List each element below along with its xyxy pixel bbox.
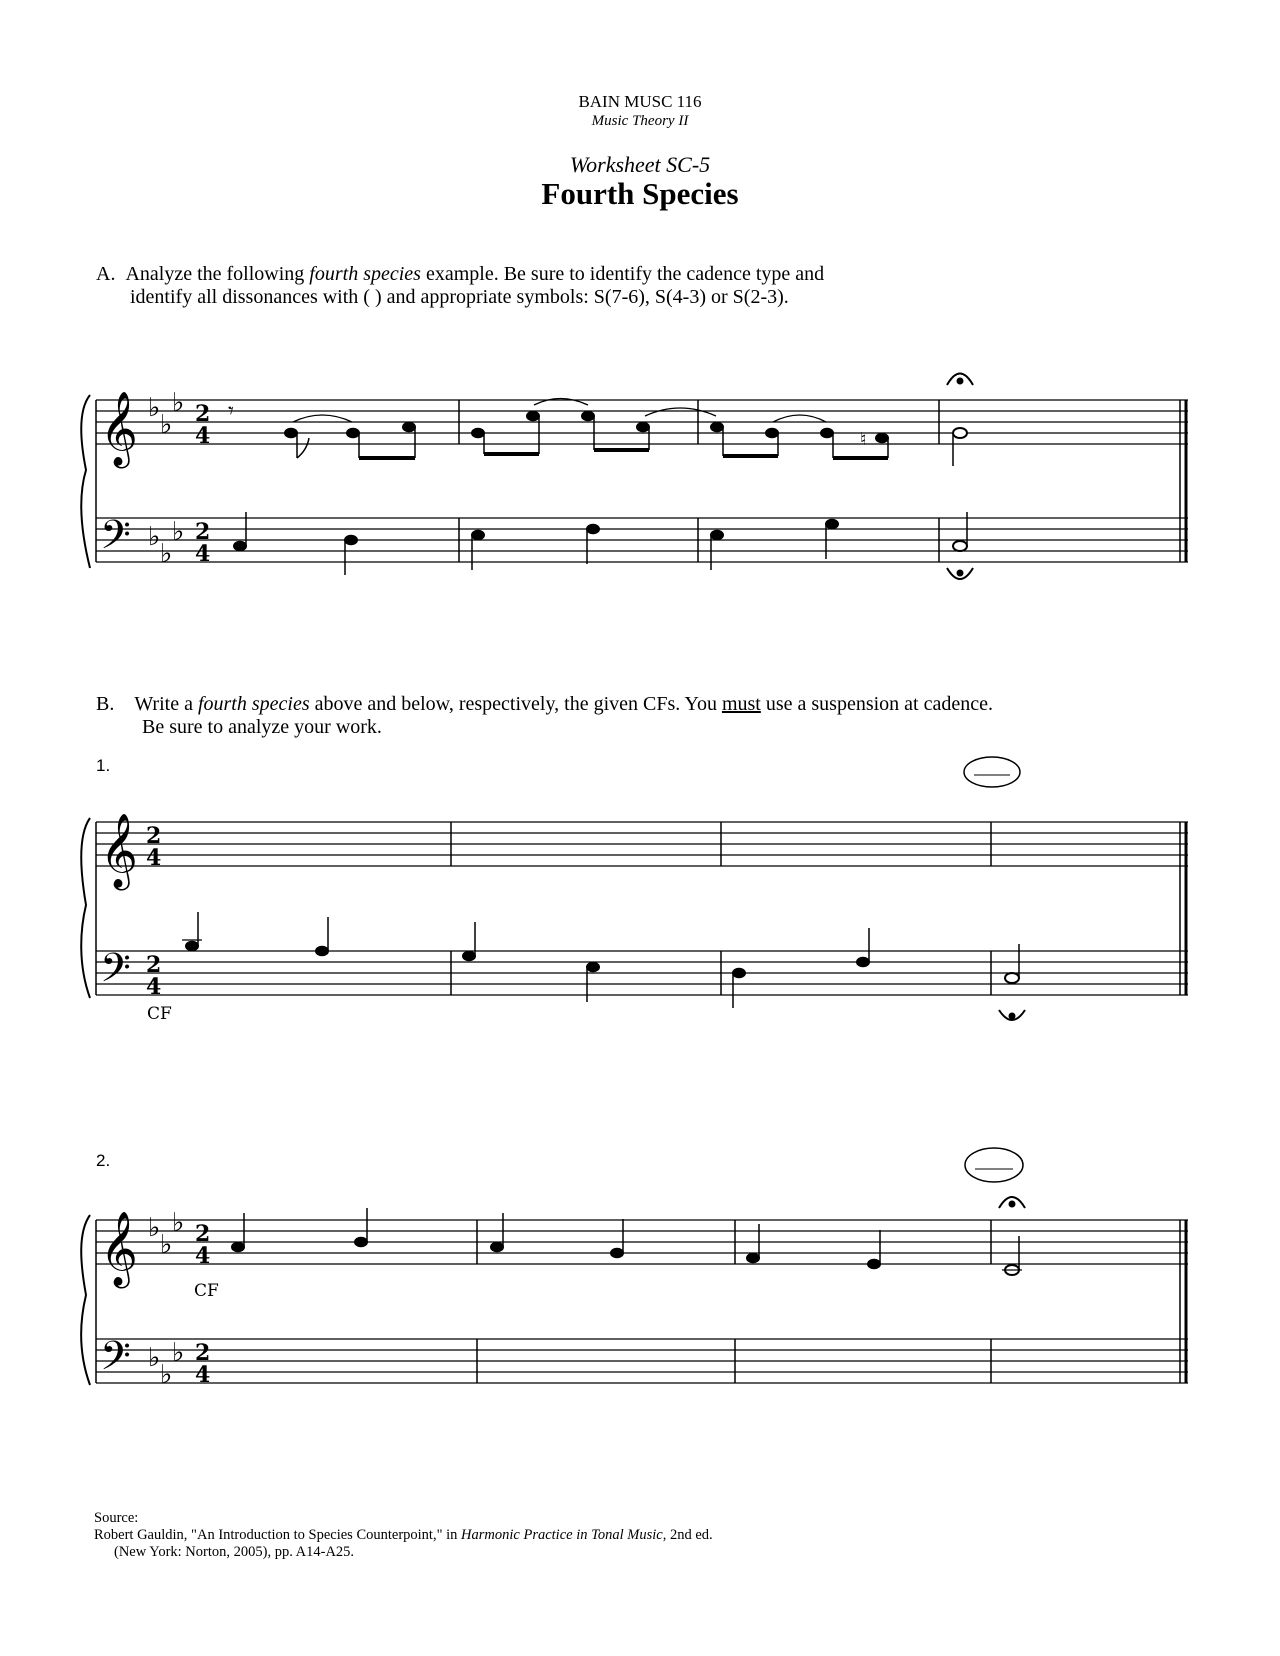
svg-text:♭: ♭ <box>148 522 161 552</box>
svg-text:♭: ♭ <box>148 1213 161 1243</box>
svg-text:4: 4 <box>146 974 162 1000</box>
key-signature-flats <box>148 1208 184 1390</box>
example-a-bass-notes <box>234 512 968 575</box>
svg-text:♭: ♭ <box>160 1230 173 1260</box>
fermata-below-icon <box>947 568 973 579</box>
key-signature-flats <box>148 388 184 569</box>
treble-clef-icon: 𝄞 <box>100 1212 138 1286</box>
page-title: Fourth Species <box>541 176 739 211</box>
section-b-instructions: B. Write a fourth species above and below, respectively, the given CFs. You must use a suspension at cadence. Be sure to analyze your work. <box>96 693 993 738</box>
cadence-answer-oval <box>964 757 1020 787</box>
svg-text:2: 2 <box>195 1340 211 1366</box>
source-citation: Source: Robert Gauldin, "An Introduction to Species Counterpoint," in Harmonic Practice in Tonal Music, 2nd ed. (New York: Norton, 2005), pp. A14-A25. <box>94 1510 713 1560</box>
treble-clef-icon: 𝄞 <box>100 814 138 888</box>
svg-text:♭: ♭ <box>148 1343 161 1373</box>
brace-icon <box>81 1215 90 1385</box>
svg-text:2: 2 <box>146 952 162 978</box>
bass-clef-icon: 𝄢 <box>100 945 131 1001</box>
svg-text:2: 2 <box>195 1221 211 1247</box>
svg-text:♮: ♮ <box>860 429 867 450</box>
time-signature <box>195 1221 210 1388</box>
svg-text:4: 4 <box>146 845 162 871</box>
fermata-below-icon <box>999 1010 1025 1020</box>
cf-label: CF <box>194 1281 219 1301</box>
brace-icon <box>81 818 90 998</box>
section-a-instructions: A. Analyze the following fourth species example. Be sure to identify the cadence type and identify all dissonances with ( ) and appropriate symbols: S(7-6), S(4-3) or S(2-3). <box>96 263 825 308</box>
exercise-2-number: 2. <box>96 1151 111 1170</box>
svg-text:♭: ♭ <box>160 1360 173 1390</box>
svg-text:♭: ♭ <box>148 393 161 423</box>
treble-clef-icon: 𝄞 <box>100 392 138 466</box>
worksheet-label: Worksheet SC-5 <box>569 152 711 177</box>
exercise-1-grand-staff <box>0 745 1280 1045</box>
svg-text:𝄾: 𝄾 <box>228 399 234 424</box>
fermata-icon <box>999 1197 1025 1208</box>
svg-text:4: 4 <box>195 541 211 567</box>
exercise-2-grand-staff <box>0 1135 1280 1390</box>
svg-text:♭: ♭ <box>172 517 185 547</box>
svg-text:♭: ♭ <box>172 1338 185 1368</box>
exercise-2-staff-lines <box>96 1220 1188 1383</box>
cf-label: CF <box>147 1004 172 1024</box>
example-a-grand-staff <box>0 360 1280 600</box>
svg-text:2: 2 <box>146 823 162 849</box>
cadence-answer-oval <box>965 1148 1023 1182</box>
svg-text:4: 4 <box>195 1362 211 1388</box>
svg-text:4: 4 <box>195 1243 211 1269</box>
section-b-letter: B. <box>96 693 115 715</box>
exercise-1-number: 1. <box>96 756 111 775</box>
svg-text:2: 2 <box>195 401 211 427</box>
example-a-ties <box>293 399 826 423</box>
fermata-icon <box>947 374 973 386</box>
svg-text:♭: ♭ <box>160 410 173 440</box>
course-subtitle: Music Theory II <box>591 113 689 129</box>
bass-clef-icon: 𝄢 <box>100 512 131 568</box>
time-signature <box>146 823 161 1000</box>
svg-text:♭: ♭ <box>172 1208 185 1238</box>
svg-text:4: 4 <box>195 423 211 449</box>
exercise-1-staff-lines <box>96 822 1188 995</box>
svg-text:♭: ♭ <box>172 388 185 418</box>
svg-text:2: 2 <box>195 519 211 545</box>
time-signature <box>195 401 210 567</box>
exercise-1-cf-notes <box>182 912 1019 1008</box>
svg-text:♭: ♭ <box>160 539 173 569</box>
section-a-letter: A. <box>96 263 116 285</box>
course-code: BAIN MUSC 116 <box>578 92 702 111</box>
brace-icon <box>81 395 90 568</box>
bass-clef-icon: 𝄢 <box>100 1333 131 1389</box>
